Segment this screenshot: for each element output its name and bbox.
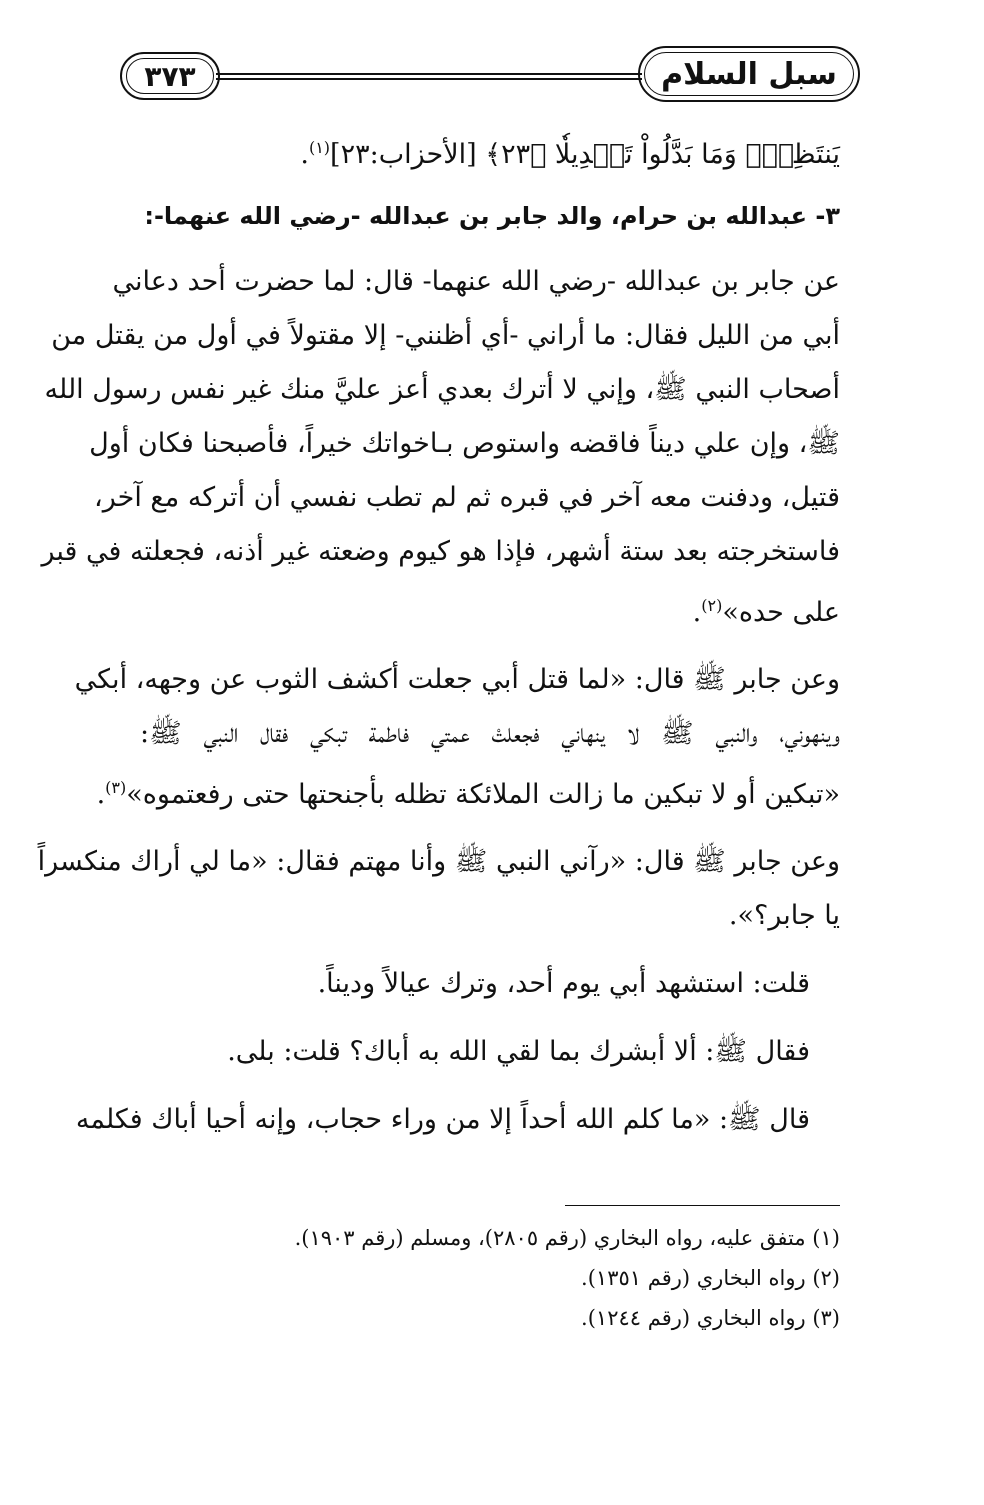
paragraph-line: يا جابر؟». xyxy=(728,900,840,931)
paragraph-text: «تبكين أو لا تبكين ما زالت الملائكة تظله بأجنحتها حتى رفعتموه» xyxy=(126,779,840,810)
verse-line: يَنتَظِرُۖ وَمَا بَدَّلُواْ تَبۡدِيلٗا ﴿٢٣﴾ [الأحزاب:٢٣]$^{(١)}$. xyxy=(300,138,840,170)
paragraph-text: على حده» xyxy=(722,597,840,628)
footnote-ref: (٣) xyxy=(105,778,127,797)
footnote: (٣) رواه البخاري (رقم ١٢٤٤). xyxy=(581,1306,840,1330)
footnote-ref: (٢) xyxy=(701,596,723,615)
paragraph-line: أصحاب النبي ﷺ، وإني لا أترك بعدي أعز عليَّ منك غير نفس رسول الله xyxy=(44,374,840,405)
header-rule xyxy=(216,73,642,75)
page-number: ٣٧٣ xyxy=(120,52,220,100)
paragraph-line: قال ﷺ: «ما كلم الله أحداً إلا من وراء حجاب، وإنه أحيا أباك فكلمه xyxy=(75,1104,810,1135)
paragraph-line: ﷺ، وإن علي ديناً فاقضه واستوص بـاخواتك خيراً، فأصبحنا فكان أول xyxy=(89,428,840,459)
paragraph-line: فاستخرجته بعد ستة أشهر، فإذا هو كيوم وضعته غير أذنه، فجعلته في قبر xyxy=(41,536,840,567)
book-title: سبل السلام xyxy=(638,46,860,102)
paragraph-line: قلت: استشهد أبي يوم أحد، وترك عيالاً وديناً. xyxy=(317,968,810,999)
paragraph-line: عن جابر بن عبدالله -رضي الله عنهما- قال: لما حضرت أحد دعاني xyxy=(112,266,840,297)
footnote: (١) متفق عليه، رواه البخاري (رقم ٢٨٠٥)، ومسلم (رقم ١٩٠٣). xyxy=(294,1226,840,1250)
paragraph-line: وينهوني، والنبي ﷺ لا ينهاني فجعلتْ عمتي فاطمة تبكي فقال النبي ﷺ: xyxy=(140,718,841,749)
paragraph-line: «تبكين أو لا تبكين ما زالت الملائكة تظله بأجنحتها حتى رفعتموه»$^{(٣)}$. xyxy=(96,778,840,810)
paragraph-line: وعن جابر ﷺ قال: «رآني النبي ﷺ وأنا مهتم فقال: «ما لي أراك منكسراً xyxy=(37,846,840,877)
verse-text: يَنتَظِرُۖ وَمَا بَدَّلُواْ تَبۡدِيلٗا ﴿٢٣﴾ [الأحزاب:٢٣] xyxy=(330,139,840,170)
paragraph-line: أبي من الليل فقال: ما أراني -أي أظنني- إلا مقتولاً في أول من يقتل من xyxy=(51,320,840,351)
section-heading: ٣- عبدالله بن حرام، والد جابر بن عبدالله -رضي الله عنهما-: xyxy=(144,202,840,230)
footnote: (٢) رواه البخاري (رقم ١٣٥١). xyxy=(581,1266,840,1290)
header-rule xyxy=(216,78,642,80)
paragraph-line: قتيل، ودفنت معه آخر في قبره ثم لم تطب نفسي أن أتركه مع آخر، xyxy=(94,482,840,513)
paragraph-line: فقال ﷺ: ألا أبشرك بما لقي الله به أباك؟ قلت: بلى. xyxy=(227,1036,810,1067)
footnote-divider xyxy=(565,1205,840,1206)
page-header xyxy=(120,40,860,110)
paragraph-line: وعن جابر ﷺ قال: «لما قتل أبي جعلت أكشف الثوب عن وجهه، أبكي xyxy=(74,664,840,695)
paragraph-line: على حده»$^{(٢)}$. xyxy=(692,596,840,628)
footnote-ref: (١) xyxy=(308,138,331,157)
